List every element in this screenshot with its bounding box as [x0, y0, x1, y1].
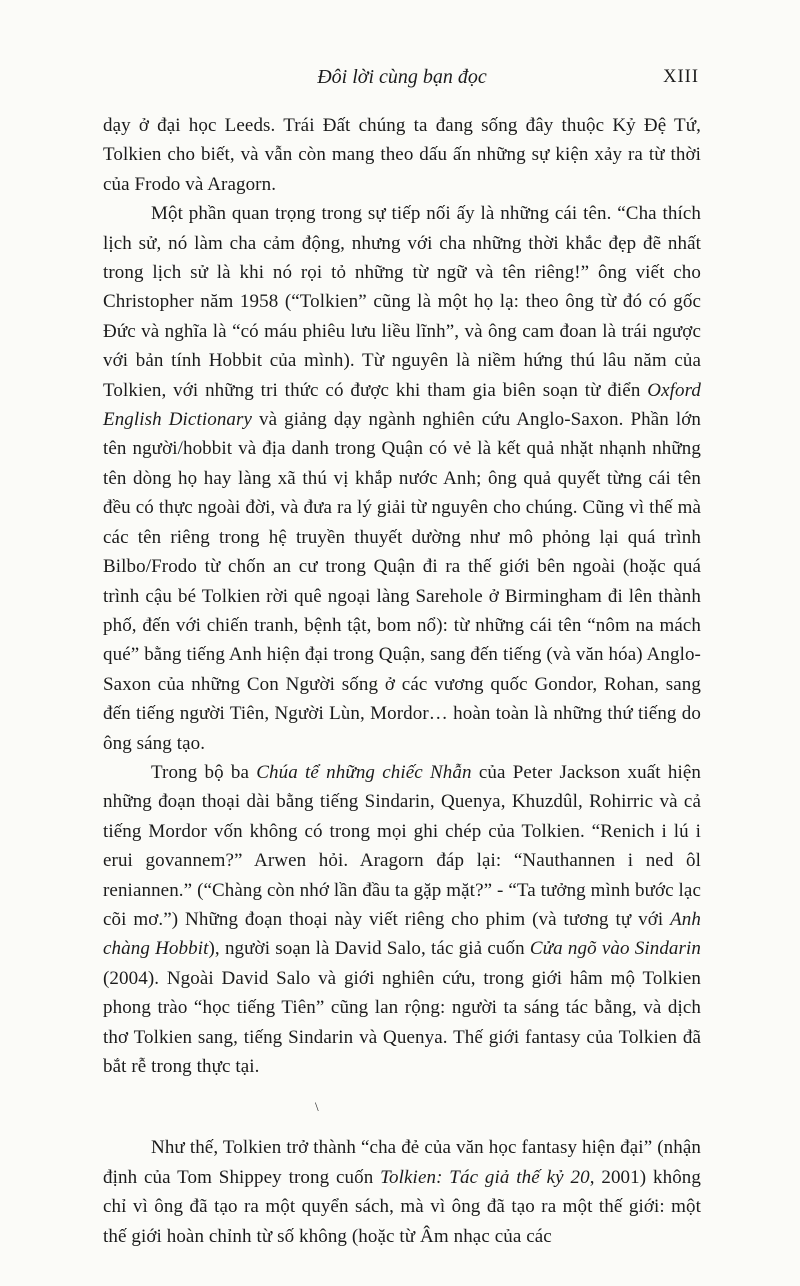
- paragraph: Như thế, Tolkien trở thành “cha đẻ của văn học fantasy hiện đại” (nhận định của Tom Shippey trong cuốn Tolkien: Tác giả thế kỷ 20, 2001) không chỉ vì ông đã tạo ra một quyển sách, mà vì ông đã tạo ra một thế giới: một thế giới hoàn chỉnh từ số không (hoặc từ Âm nhạc của các: [103, 1137, 701, 1247]
- running-head-title: Đôi lời cùng bạn đọc: [317, 66, 487, 88]
- page-number: XIII: [663, 67, 699, 87]
- paragraph: dạy ở đại học Leeds. Trái Đất chúng ta đang sống đây thuộc Kỷ Đệ Tứ, Tolkien cho biết, và vẫn còn mang theo dấu ấn những sự kiện xảy ra từ thời của Frodo và Aragorn.: [103, 115, 701, 195]
- paragraph: Trong bộ ba Chúa tể những chiếc Nhẫn của Peter Jackson xuất hiện những đoạn thoại dài bằng tiếng Sindarin, Quenya, Khuzdûl, Rohirric và cả tiếng Mordor vốn không có trong mọi ghi chép của Tolkien. “Renich i lú i erui govannem?” Arwen hỏi. Aragorn đáp lại: “Nauthannen i ned ôl reniannen.” (“Chàng còn nhớ lần đầu ta gặp mặt?” - “Ta tưởng mình bước lạc cõi mơ.”) Những đoạn thoại này viết riêng cho phim (và tương tự với Anh chàng Hobbit), người soạn là David Salo, tác giả cuốn Cửa ngõ vào Sindarin (2004). Ngoài David Salo và giới nghiên cứu, trong giới hâm mộ Tolkien phong trào “học tiếng Tiên” cũng lan rộng: người ta sáng tác bằng, và dịch thơ Tolkien sang, tiếng Sindarin và Quenya. Thế giới fantasy của Tolkien đã bắt rễ trong thực tại.: [103, 761, 701, 1077]
- running-head: [103, 66, 701, 94]
- page-body: [103, 111, 701, 1251]
- section-break-mark: \: [315, 1099, 319, 1115]
- paragraph: Một phần quan trọng trong sự tiếp nối ấy là những cái tên. “Cha thích lịch sử, nó làm cha cảm động, nhưng với cha những thời khắc đẹp đẽ nhất trong lịch sử là khi nó rọi tỏ những từ ngữ và tên riêng!” ông viết cho Christopher năm 1958 (“Tolkien” cũng là một họ lạ: theo ông từ đó có gốc Đức và nghĩa là “có máu phiêu lưu liều lĩnh”, và ông cam đoan là trái ngược với bản tính Hobbit của mình). Từ nguyên là niềm hứng thú lâu năm của Tolkien, với những tri thức có được khi tham gia biên soạn từ điển Oxford English Dictionary và giảng dạy ngành nghiên cứu Anglo-Saxon. Phần lớn tên người/hobbit và địa danh trong Quận có vẻ là kết quả nhặt nhạnh những tên dòng họ hay làng xã thú vị khắp nước Anh; ông quả quyết từng cái tên đều có thực ngoài đời, và đưa ra lý giải từ nguyên cho chúng. Cũng vì thế mà các tên riêng trong hệ truyền thuyết dường như mô phỏng lại quá trình Bilbo/Frodo từ chốn an cư trong Quận đi ra thế giới bên ngoài (hoặc quá trình cậu bé Tolkien rời quê ngoại làng Sarehole ở Birmingham đi lên thành phố, đến với chiến tranh, bệnh tật, bom nổ): từ những cái tên “nôm na mách qué” bằng tiếng Anh hiện đại trong Quận, sang đến tiếng (và văn hóa) Anglo-Saxon của những Con Người sống ở các vương quốc Gondor, Rohan, sang đến tiếng người Tiên, Người Lùn, Mordor… hoàn toàn là những thứ tiếng do ông sáng tạo.: [103, 203, 701, 754]
